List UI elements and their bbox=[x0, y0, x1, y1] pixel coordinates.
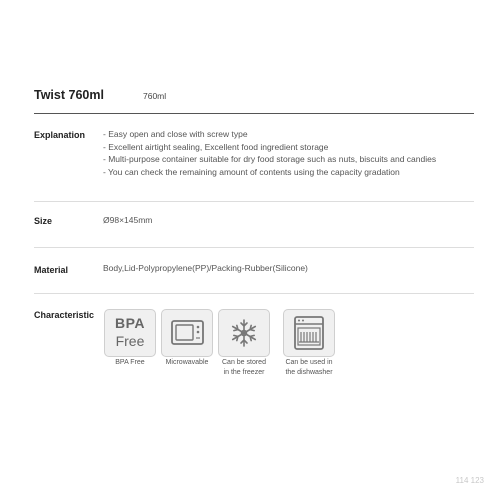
explanation-line: - Excellent airtight sealing, Excellent food ingredient storage bbox=[103, 141, 329, 152]
material-value: Body,Lid-Polypropylene(PP)/Packing-Rubber(Silicone) bbox=[103, 263, 308, 273]
explanation-list bbox=[103, 128, 436, 178]
free-icon-text: Free bbox=[115, 333, 145, 349]
header-divider bbox=[34, 113, 474, 114]
characteristic-caption bbox=[98, 358, 162, 368]
characteristic-label: Characteristic bbox=[34, 310, 95, 320]
watermark: 114 123 bbox=[455, 476, 484, 485]
section-divider bbox=[34, 247, 474, 248]
microwave-icon bbox=[161, 309, 213, 357]
explanation-line: - Multi-purpose container suitable for dry food storage such as nuts, biscuits and candies bbox=[103, 154, 437, 165]
characteristic-caption bbox=[155, 358, 219, 368]
explanation-label: Explanation bbox=[34, 130, 86, 140]
characteristic-caption bbox=[212, 358, 276, 378]
caption-line: BPA Free bbox=[115, 359, 145, 366]
caption-line: Can be used in bbox=[285, 359, 333, 366]
caption-line: in the freezer bbox=[223, 369, 265, 376]
size-value: Ø98×145mm bbox=[103, 215, 153, 225]
characteristic-caption bbox=[277, 358, 341, 378]
snowflake-icon bbox=[218, 309, 270, 357]
explanation-line: - You can check the remaining amount of contents using the capacity gradation bbox=[103, 166, 400, 177]
caption-line: Microwavable bbox=[165, 359, 209, 366]
product-title: Twist 760ml bbox=[34, 88, 104, 102]
bpa-free-icon bbox=[104, 309, 156, 357]
size-label: Size bbox=[34, 216, 53, 226]
section-divider bbox=[34, 293, 474, 294]
product-capacity: 760ml bbox=[143, 91, 167, 101]
caption-line: Can be stored bbox=[222, 359, 266, 366]
dishwasher-icon bbox=[283, 309, 335, 357]
bpa-icon-text: BPA bbox=[114, 315, 146, 331]
explanation-line: - Easy open and close with screw type bbox=[103, 129, 248, 139]
caption-line: the dishwasher bbox=[285, 369, 333, 376]
material-label: Material bbox=[34, 265, 69, 275]
section-divider bbox=[34, 201, 474, 202]
